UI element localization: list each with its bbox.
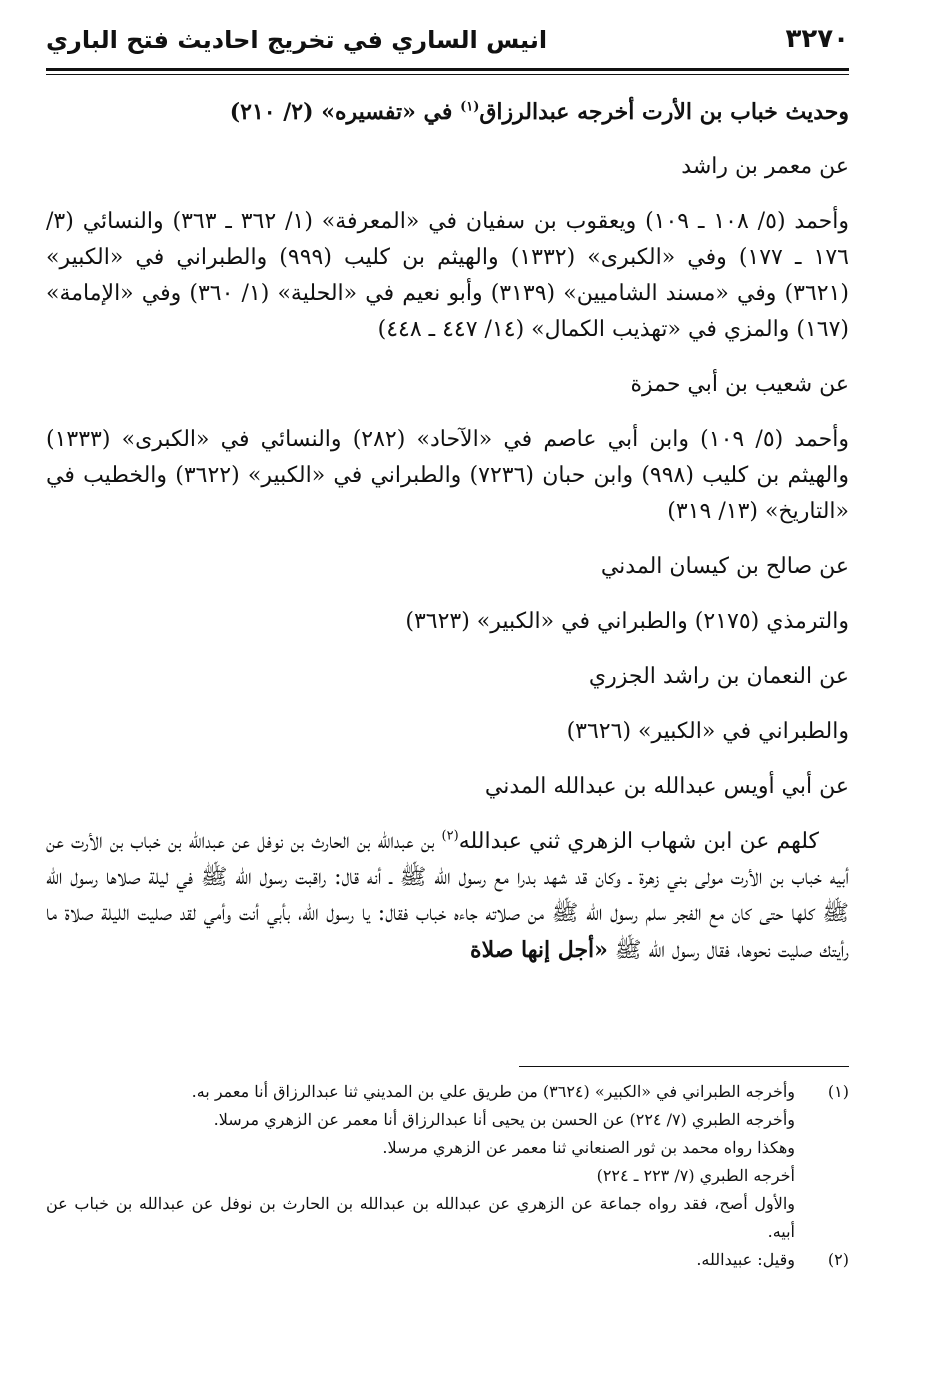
hadith-text	[46, 824, 849, 969]
footnotes	[46, 1078, 849, 1274]
footnote-2	[46, 1246, 849, 1274]
footnote-line: وقيل: عبيدالله.	[696, 1250, 795, 1269]
running-title: انيس الساري في تخريج احاديث فتح الباري	[46, 26, 548, 54]
footnote-number: (١)	[827, 1082, 849, 1101]
header-rule-thick	[46, 68, 849, 71]
narrator-abu-uways: عن أبي أويس عبدالله بن عبدالله المدني	[484, 774, 849, 799]
footnote-ref-1[interactable]: (١)	[460, 99, 480, 115]
sources-tirmidhi: والترمذي (٢١٧٥) والطبراني في «الكبير» (٣٦٢٣)	[405, 609, 849, 634]
intro-rest: في «تفسيره» (٢/ ٢١٠)	[229, 99, 453, 125]
footnote-line: وهكذا رواه محمد بن ثور الصنعاني ثنا معمر عن الزهري مرسلا.	[382, 1138, 795, 1157]
narrator-salih: عن صالح بن كيسان المدني	[600, 554, 849, 579]
hadith-part-1: كلهم عن ابن شهاب الزهري ثني عبدالله	[458, 829, 820, 854]
narrator-numan: عن النعمان بن راشد الجزري	[588, 664, 849, 689]
footnote-body	[46, 1246, 795, 1274]
footnote-line: أخرجه الطبري (٧/ ٢٢٣ ـ ٢٢٤)	[596, 1166, 795, 1185]
page-number: ٣٢٧٠	[785, 24, 849, 54]
footnote-body	[46, 1078, 795, 1246]
page-header	[46, 24, 849, 68]
footnote-separator	[519, 1066, 849, 1067]
narrator-shuayb: عن شعيب بن أبي حمزة	[630, 372, 849, 397]
header-rule-thin	[46, 74, 849, 75]
main-text	[46, 94, 849, 988]
hadith-part-2: بن عبدالله بن الحارث بن نوفل عن عبدالله بن خباب بن الأرت عن أبيه خباب بن الأرت مولى بني زهرة ـ وكان قد شهد بدرا مع رسول الله ﷺ ـ أنه قال: راقبت رسول الله ﷺ في ليلة صلاها رسول الله ﷺ كلها حتى كان مع الفجر سلم رسول الله ﷺ من صلاته جاءه خباب فقال: يا رسول الله، بأبي أنت وأمي لقد صليت الليلة صلاة ما رأيتك صليت نحوها، فقال رسول الله ﷺ	[46, 829, 849, 963]
intro-paragraph	[46, 94, 849, 130]
narrator-mamar: عن معمر بن راشد	[681, 154, 849, 179]
footnote-line: وأخرجه الطبراني في «الكبير» (٣٦٢٤) من طريق علي بن المديني ثنا عبدالرزاق أنا معمر به.	[191, 1082, 795, 1101]
footnote-1	[46, 1078, 849, 1246]
footnote-line: وأخرجه الطبري (٧/ ٢٢٤) عن الحسن بن يحيى أنا عبدالرزاق أنا معمر عن الزهري مرسلا.	[213, 1110, 795, 1129]
footnote-ref-2[interactable]: (٢)	[441, 828, 459, 844]
sources-tabarani: والطبراني في «الكبير» (٣٦٢٦)	[566, 719, 849, 744]
sources-ahmad-1: وأحمد (٥/ ١٠٨ ـ ١٠٩) ويعقوب بن سفيان في «المعرفة» (١/ ٣٦٢ ـ ٣٦٣) والنسائي (٣/ ١٧٦ ـ ١٧٧) وفي «الكبرى» (١٣٣٢) والهيثم بن كليب (٩٩٩) والطبراني في «الكبير» (٣٦٢١) وفي «مسند الشاميين» (٣١٣٩) وأبو نعيم في «الحلية» (١/ ٣٦٠) وفي «الإمامة» (١٦٧) والمزي في «تهذيب الكمال» (١٤/ ٤٤٧ ـ ٤٤٨)	[46, 209, 850, 342]
sources-ahmad-2: وأحمد (٥/ ١٠٩) وابن أبي عاصم في «الآحاد» (٢٨٢) والنسائي في «الكبرى» (١٣٣٣) والهيثم بن كليب (٩٩٨) وابن حبان (٧٢٣٦) والطبراني في «الكبير» (٣٦٢٢) والخطيب في «التاريخ» (١٣/ ٣١٩)	[46, 427, 849, 524]
footnote-number: (٢)	[827, 1250, 849, 1269]
footnote-line: والأول أصح، فقد رواه جماعة عن الزهري عن عبدالله بن عبدالله بن الحارث بن نوفل عن عبدالله بن خباب عن أبيه.	[46, 1194, 795, 1241]
hadith-quote: «أجل إنها صلاة	[470, 937, 608, 963]
intro-main: وحديث خباب بن الأرت أخرجه عبدالرزاق	[479, 99, 849, 125]
